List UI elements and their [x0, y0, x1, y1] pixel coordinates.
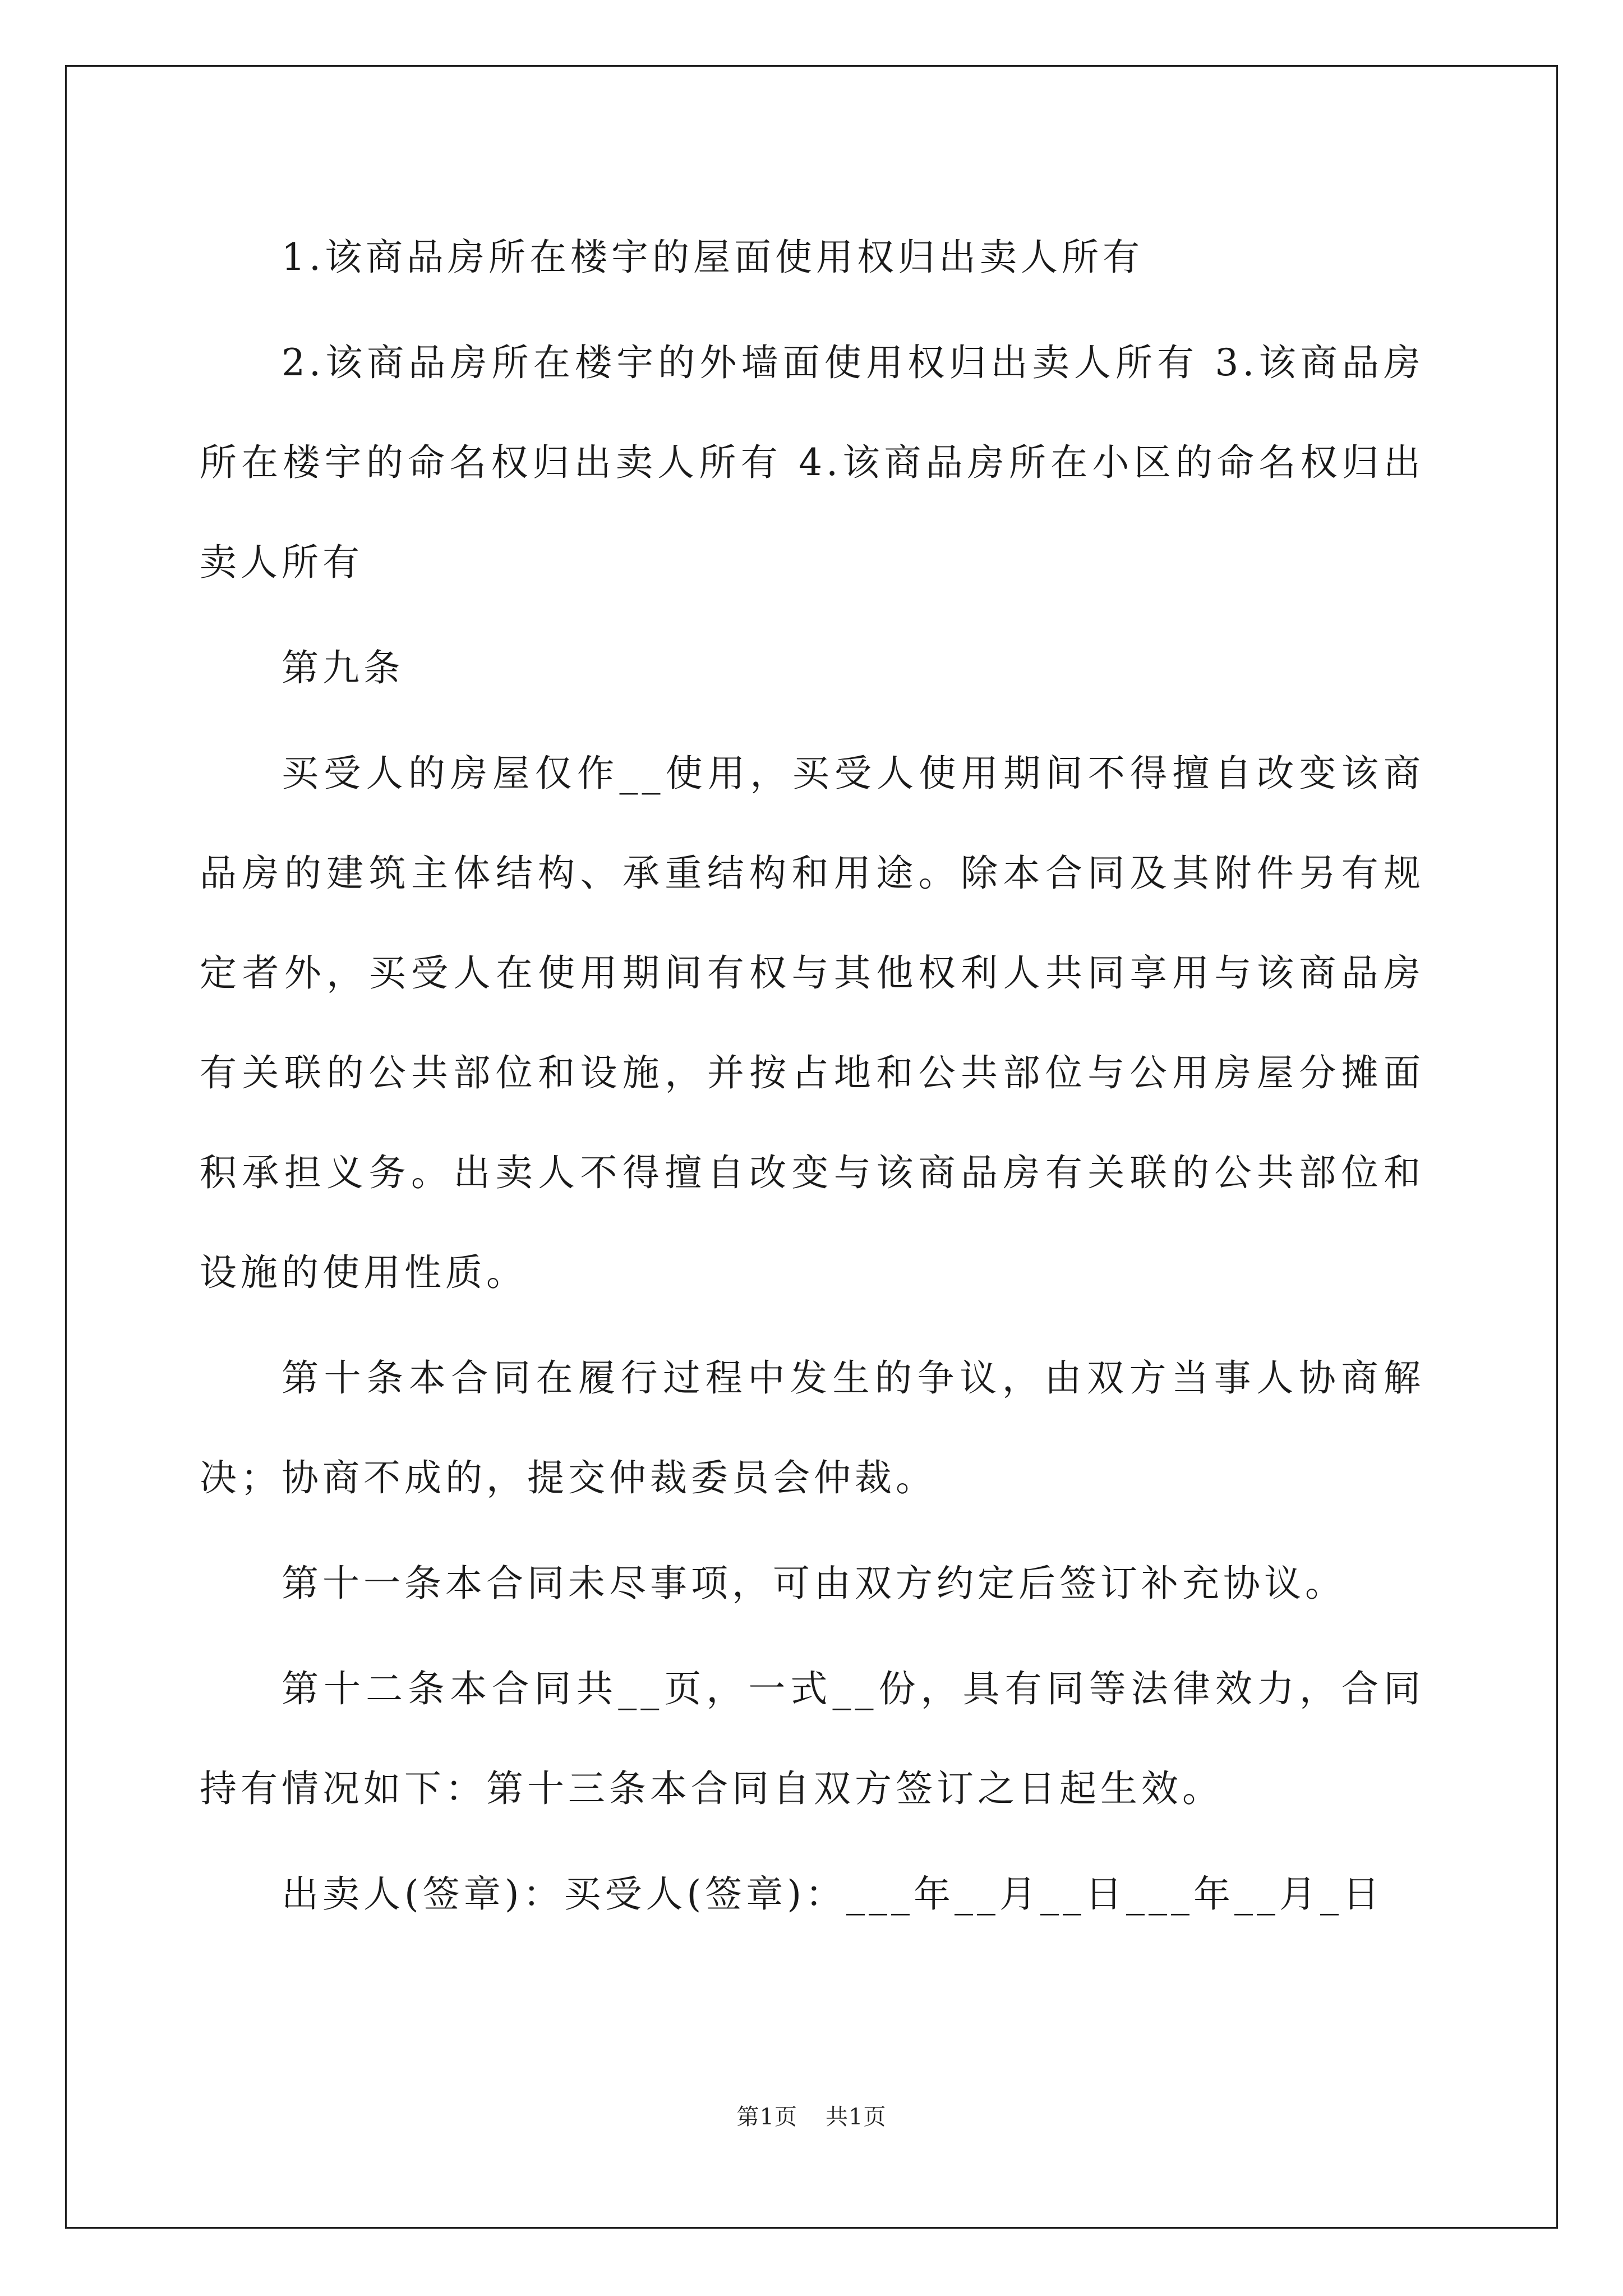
signature-line: 出卖人(签章)：买受人(签章)：___年__月__日___年__月_日: [282, 1872, 1384, 1916]
document-body: [200, 208, 1424, 1944]
paragraph-article-9: 买受人的房屋仅作__使用，买受人使用期间不得擅自改变该商品房的建筑主体结构、承重结构和用途。除本合同及其附件另有规定者外，买受人在使用期间有权与其他权利人共同享用与该商品房有关联的公共部位和设施，并按占地和公共部位与公用房屋分摊面积承担义务。出卖人不得擅自改变与该商品房有关联的公共部位和设施的使用性质。: [200, 752, 1424, 1294]
paragraph-roof-rights: 1.该商品房所在楼宇的屋面使用权归出卖人所有: [282, 236, 1144, 279]
paragraph-article-12-13: 第十二条本合同共__页，一式__份，具有同等法律效力，合同持有情况如下：第十三条本合同自双方签订之日起生效。: [200, 1667, 1424, 1810]
page-total: 共1页: [826, 2104, 887, 2130]
article-9-heading: 第九条: [282, 646, 404, 689]
page-footer: [0, 2099, 1623, 2131]
page-number: 第1页: [736, 2104, 797, 2130]
paragraph-wall-naming-rights: 2.该商品房所在楼宇的外墙面使用权归出卖人所有 3.该商品房所在楼宇的命名权归出卖人所有 4.该商品房所在小区的命名权归出卖人所有: [200, 341, 1424, 584]
paragraph-article-10: 第十条本合同在履行过程中发生的争议，由双方当事人协商解决；协商不成的，提交仲裁委员会仲裁。: [200, 1356, 1424, 1499]
paragraph-article-11: 第十一条本合同未尽事项，可由双方约定后签订补充协议。: [282, 1562, 1346, 1605]
